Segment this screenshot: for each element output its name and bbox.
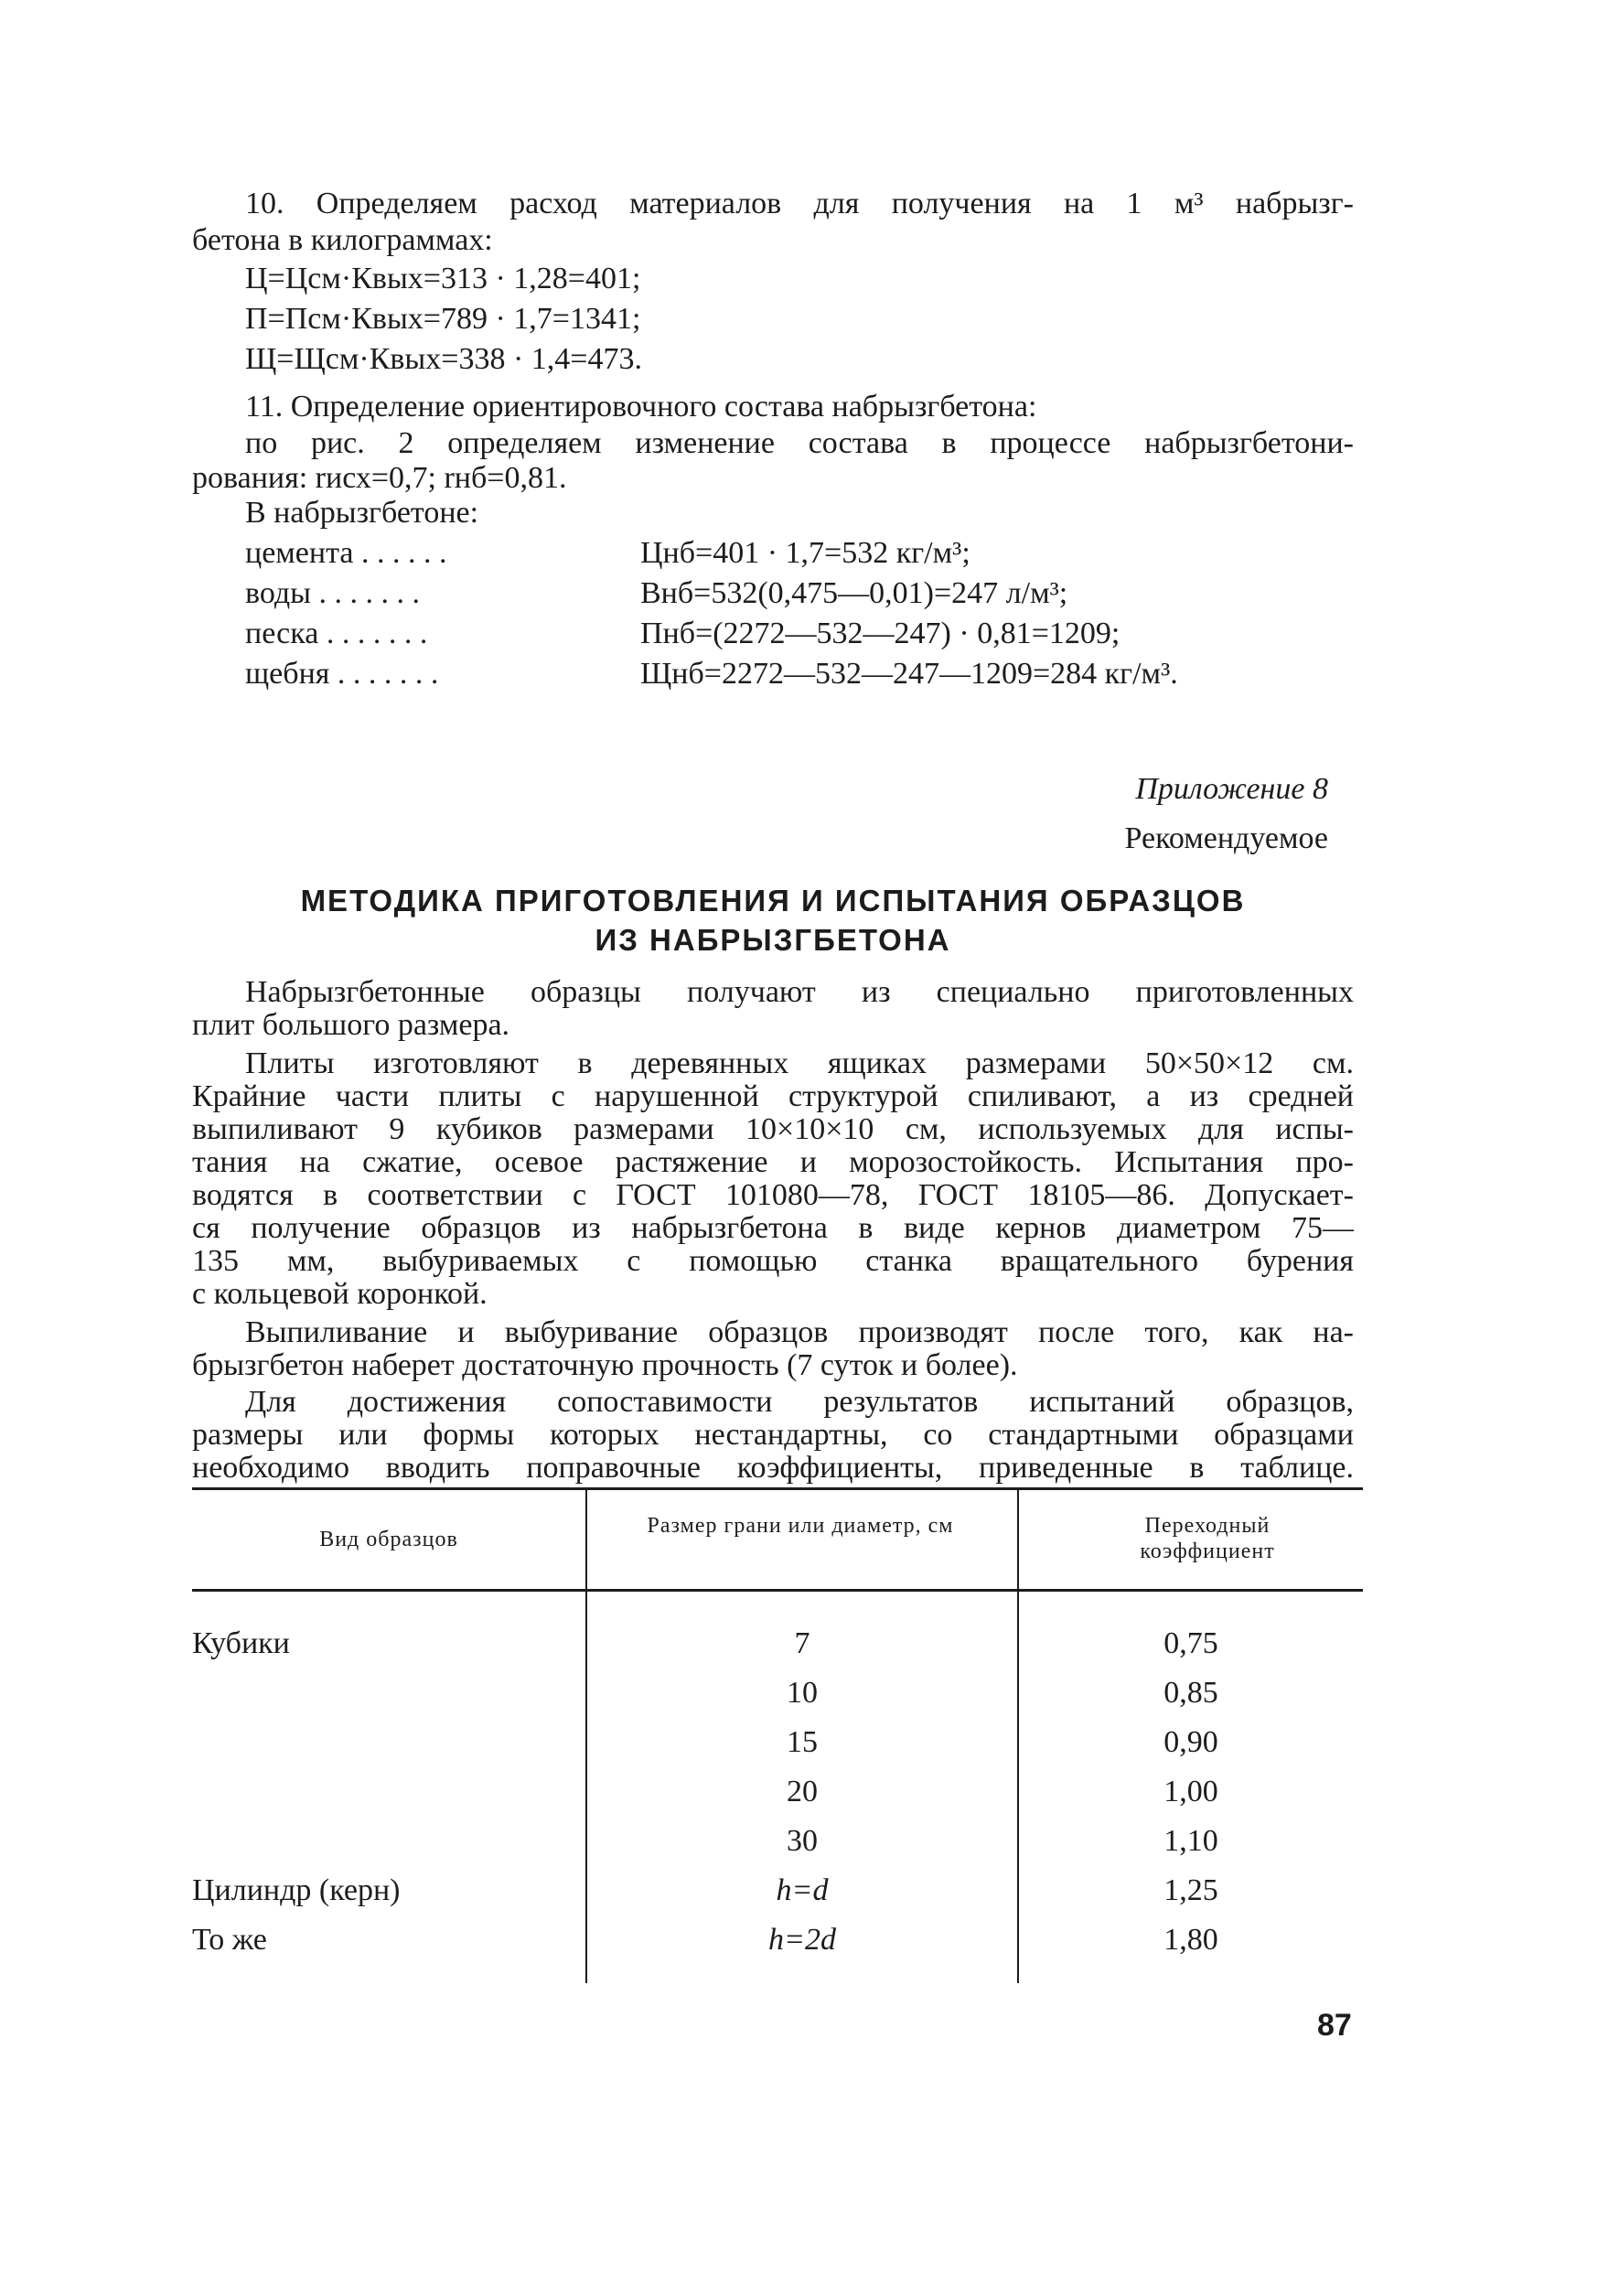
section10-line2: бетона в килограммах: [192, 223, 493, 257]
table-cell-size: 7 [794, 1626, 810, 1660]
table-header-rule [192, 1589, 1363, 1592]
component-formula: Цнб=401 · 1,7=532 кг/м³; [640, 536, 970, 570]
paragraph-line: тания на сжатие, осевое растяжение и морозостойкость. Испытания про- [192, 1145, 1354, 1179]
section11-line3: рования: rисх=0,7; rнб=0,81. [192, 461, 567, 495]
table-top-rule [192, 1487, 1363, 1490]
component-formula: Внб=532(0,475—0,01)=247 л/м³; [640, 576, 1068, 610]
table-header-size: Размер грани или диаметр, см [647, 1514, 954, 1538]
table-header-coef: Переходный коэффициент [1140, 1514, 1275, 1563]
paragraph-line: Плиты изготовляют в деревянных ящиках размерами 50×50×12 см. [245, 1046, 1354, 1080]
component-formula: Щнб=2272—532—247—1209=284 кг/м³. [640, 657, 1178, 691]
formula-sand: П=Псм·Квых=789 · 1,7=1341; [245, 302, 641, 336]
section10-line1: 10. Определяем расход материалов для получения на 1 м³ набрызг- [245, 187, 1354, 220]
formula-cement: Ц=Цсм·Квых=313 · 1,28=401; [245, 262, 641, 295]
table-cell-coef: 0,75 [1163, 1626, 1218, 1660]
table-cell-kind: То же [192, 1923, 267, 1957]
paragraph-line: брызгбетон наберет достаточную прочность (7 суток и более). [192, 1348, 1018, 1382]
table-cell-coef: 1,80 [1163, 1923, 1218, 1957]
paragraph-line: необходимо вводить поправочные коэффициенты, приведенные в таблице. [192, 1451, 1354, 1485]
paragraph-line: 135 мм, выбуриваемых с помощью станка вращательного бурения [192, 1244, 1354, 1278]
table-cell-coef: 1,10 [1163, 1824, 1218, 1858]
section11-line4: В набрызгбетоне: [245, 496, 479, 530]
table-cell-coef: 0,85 [1163, 1676, 1218, 1710]
table-cell-kind: Кубики [192, 1626, 290, 1660]
table-cell-size: 15 [787, 1725, 818, 1759]
appendix-note: Рекомендуемое [1124, 821, 1328, 855]
section11-line2: по рис. 2 определяем изменение состава в процессе набрызгбетони- [245, 426, 1354, 460]
component-label: цемента . . . . . . [245, 536, 447, 570]
page-number: 87 [1317, 2008, 1352, 2043]
formula-gravel: Щ=Щсм·Квых=338 · 1,4=473. [245, 342, 642, 376]
table-cell-coef: 0,90 [1163, 1725, 1218, 1759]
table-cell-coef: 1,25 [1163, 1873, 1218, 1907]
component-label: воды . . . . . . . [245, 576, 420, 610]
table-cell-size: 20 [787, 1775, 818, 1808]
paragraph-line: размеры или формы которых нестандартны, со стандартными образцами [192, 1418, 1354, 1452]
paragraph-line: плит большого размера. [192, 1008, 510, 1042]
table-cell-size: 30 [787, 1824, 818, 1858]
paragraph-line: ся получение образцов из набрызгбетона в виде кернов диаметром 75— [192, 1211, 1354, 1245]
paragraph-line: Крайние части плиты с нарушенной структурой спиливают, а из средней [192, 1079, 1354, 1113]
paragraph-line: выпиливают 9 кубиков размерами 10×10×10 см, используемых для испы- [192, 1112, 1354, 1146]
component-formula: Пнб=(2272—532—247) · 0,81=1209; [640, 617, 1120, 650]
table-cell-size: h=d [776, 1873, 829, 1907]
appendix-title: Приложение 8 [1135, 772, 1328, 806]
section-heading-line2: ИЗ НАБРЫЗГБЕТОНА [595, 923, 951, 957]
paragraph-line: Для достижения сопоставимости результатов испытаний образцов, [245, 1385, 1354, 1419]
paragraph-line: Набрызгбетонные образцы получают из специально приготовленных [245, 975, 1354, 1009]
table-header-kind: Вид образцов [319, 1528, 458, 1551]
paragraph-line: водятся в соответствии с ГОСТ 101080—78, ГОСТ 18105—86. Допускает- [192, 1178, 1354, 1212]
paragraph-line: с кольцевой коронкой. [192, 1277, 488, 1311]
paragraph-line: Выпиливание и выбуривание образцов производят после того, как на- [245, 1315, 1354, 1349]
table-cell-coef: 1,00 [1163, 1775, 1218, 1808]
section-heading-line1: МЕТОДИКА ПРИГОТОВЛЕНИЯ И ИСПЫТАНИЯ ОБРАЗЦОВ [300, 884, 1246, 917]
table-cell-size: h=2d [768, 1923, 836, 1957]
section11-line1: 11. Определение ориентировочного состава набрызгбетона: [245, 390, 1037, 424]
table-cell-size: 10 [787, 1676, 818, 1710]
component-label: щебня . . . . . . . [245, 657, 439, 691]
table-cell-kind: Цилиндр (керн) [192, 1873, 401, 1907]
component-label: песка . . . . . . . [245, 617, 428, 650]
